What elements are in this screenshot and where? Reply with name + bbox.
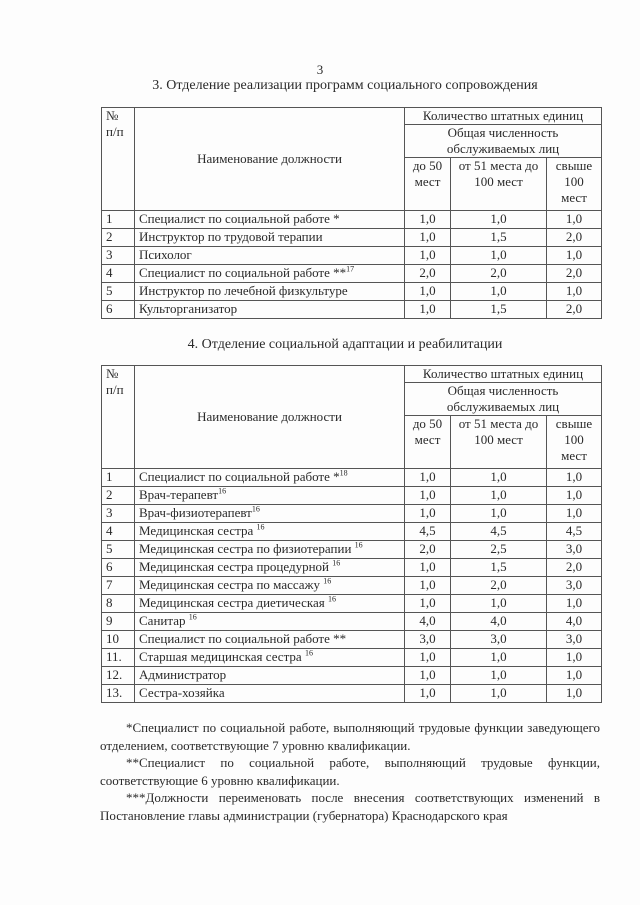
position-footnote-ref: 17 — [346, 264, 355, 274]
table-row — [102, 595, 602, 613]
table-row — [102, 229, 602, 247]
section-4-staff-table — [101, 365, 602, 703]
position-footnote-ref: 16 — [323, 576, 332, 586]
header-total: Общая численность обслуживаемых лиц — [405, 125, 602, 158]
position-name: Инструктор по лечебной физкультуре — [139, 283, 348, 298]
value-over-100: 1,0 — [547, 649, 602, 667]
value-over-100: 2,0 — [547, 559, 602, 577]
value-51-to-100: 1,0 — [451, 505, 547, 523]
table-row — [102, 487, 602, 505]
header-units: Количество штатных единиц — [405, 366, 602, 383]
table-row — [102, 559, 602, 577]
position-name: Психолог — [139, 247, 192, 262]
table-row — [102, 523, 602, 541]
position-name: Санитар — [139, 613, 189, 628]
footnotes — [100, 719, 600, 824]
row-num: 9 — [102, 613, 135, 631]
position-name: Медицинская сестра по массажу — [139, 577, 324, 592]
header-name: Наименование должности — [135, 366, 405, 469]
value-over-100: 1,0 — [547, 685, 602, 703]
row-num: 4 — [102, 265, 135, 283]
value-51-to-100: 2,0 — [451, 265, 547, 283]
header-c1: до 50 мест — [405, 158, 451, 211]
header-c3: свыше 100 мест — [547, 158, 602, 211]
value-51-to-100: 1,0 — [451, 469, 547, 487]
row-position — [135, 265, 405, 283]
value-over-100: 1,0 — [547, 247, 602, 265]
position-name: Инструктор по трудовой терапии — [139, 229, 323, 244]
value-over-100: 1,0 — [547, 487, 602, 505]
value-51-to-100: 2,0 — [451, 577, 547, 595]
value-up-to-50: 4,0 — [405, 613, 451, 631]
table-row — [102, 613, 602, 631]
position-name: Медицинская сестра по физиотерапии — [139, 541, 355, 556]
position-name: Медицинская сестра — [139, 523, 257, 538]
position-name: Культорганизатор — [139, 301, 238, 316]
section-3-title: 3. Отделение реализации программ социального сопровождения — [152, 78, 538, 93]
section-3-staff-table — [101, 107, 602, 319]
row-position — [135, 505, 405, 523]
value-over-100: 3,0 — [547, 631, 602, 649]
header-c2: от 51 места до 100 мест — [451, 158, 547, 211]
row-num: 2 — [102, 487, 135, 505]
value-over-100: 4,0 — [547, 613, 602, 631]
value-51-to-100: 4,0 — [451, 613, 547, 631]
row-num: 5 — [102, 283, 135, 301]
value-over-100: 4,5 — [547, 523, 602, 541]
value-51-to-100: 1,0 — [451, 247, 547, 265]
header-c3: свыше 100 мест — [547, 416, 602, 469]
table-row — [102, 649, 602, 667]
position-name: Медицинская сестра диетическая — [139, 595, 328, 610]
value-up-to-50: 1,0 — [405, 211, 451, 229]
row-position — [135, 559, 405, 577]
row-num: 7 — [102, 577, 135, 595]
row-num: 4 — [102, 523, 135, 541]
value-up-to-50: 2,0 — [405, 265, 451, 283]
value-51-to-100: 1,0 — [451, 667, 547, 685]
table-row — [102, 247, 602, 265]
table-row — [102, 265, 602, 283]
row-position — [135, 649, 405, 667]
header-num: № п/п — [102, 366, 135, 469]
value-51-to-100: 4,5 — [451, 523, 547, 541]
section-4-title: 4. Отделение социальной адаптации и реабилитации — [187, 337, 503, 352]
table-row — [102, 541, 602, 559]
row-position — [135, 229, 405, 247]
value-up-to-50: 1,0 — [405, 301, 451, 319]
position-name: Специалист по социальной работе * — [139, 469, 340, 484]
value-over-100: 1,0 — [547, 283, 602, 301]
value-51-to-100: 1,0 — [451, 487, 547, 505]
position-footnote-ref: 16 — [256, 522, 265, 532]
position-name: Медицинская сестра процедурной — [139, 559, 333, 574]
row-position — [135, 631, 405, 649]
row-num: 3 — [102, 505, 135, 523]
value-up-to-50: 1,0 — [405, 595, 451, 613]
position-name: Специалист по социальной работе ** — [139, 265, 347, 280]
value-51-to-100: 1,0 — [451, 283, 547, 301]
value-over-100: 2,0 — [547, 265, 602, 283]
row-num: 12. — [102, 667, 135, 685]
footnote-3: ***Должности переименовать после внесения соответствующих изменений в Постановление главы администрации (губернатора) Краснодарского края — [100, 790, 600, 823]
value-51-to-100: 2,5 — [451, 541, 547, 559]
position-name: Сестра-хозяйка — [139, 685, 225, 700]
header-c1: до 50 мест — [405, 416, 451, 469]
row-num: 6 — [102, 559, 135, 577]
value-up-to-50: 1,0 — [405, 469, 451, 487]
value-up-to-50: 1,0 — [405, 649, 451, 667]
table-row — [102, 631, 602, 649]
position-name: Специалист по социальной работе ** — [139, 631, 347, 646]
table-row — [102, 577, 602, 595]
row-num: 13. — [102, 685, 135, 703]
table-row — [102, 667, 602, 685]
row-position — [135, 613, 405, 631]
table-row — [102, 505, 602, 523]
row-num: 11. — [102, 649, 135, 667]
value-up-to-50: 1,0 — [405, 283, 451, 301]
header-num: № п/п — [102, 108, 135, 211]
value-over-100: 1,0 — [547, 667, 602, 685]
row-position — [135, 685, 405, 703]
position-footnote-ref: 16 — [188, 612, 197, 622]
row-position — [135, 469, 405, 487]
value-up-to-50: 1,0 — [405, 505, 451, 523]
position-footnote-ref: 16 — [327, 594, 336, 604]
position-footnote-ref: 16 — [251, 504, 260, 514]
row-position — [135, 523, 405, 541]
value-up-to-50: 1,0 — [405, 487, 451, 505]
value-51-to-100: 1,0 — [451, 649, 547, 667]
row-num: 8 — [102, 595, 135, 613]
value-up-to-50: 1,0 — [405, 577, 451, 595]
value-51-to-100: 1,5 — [451, 229, 547, 247]
header-name: Наименование должности — [135, 108, 405, 211]
row-position — [135, 487, 405, 505]
value-up-to-50: 4,5 — [405, 523, 451, 541]
value-up-to-50: 1,0 — [405, 229, 451, 247]
row-num: 10 — [102, 631, 135, 649]
value-over-100: 2,0 — [547, 301, 602, 319]
footnote-1: *Специалист по социальной работе, выполняющий трудовые функции заведующего отделением, соответствующие 7 уровню квалификации. — [100, 720, 600, 753]
value-over-100: 3,0 — [547, 577, 602, 595]
row-position — [135, 283, 405, 301]
position-name: Старшая медицинская сестра — [139, 649, 305, 664]
row-position — [135, 595, 405, 613]
position-footnote-ref: 18 — [339, 468, 348, 478]
position-name: Администратор — [139, 667, 227, 682]
value-over-100: 1,0 — [547, 595, 602, 613]
value-over-100: 1,0 — [547, 505, 602, 523]
row-num: 3 — [102, 247, 135, 265]
table-row — [102, 283, 602, 301]
table-row — [102, 301, 602, 319]
row-position — [135, 247, 405, 265]
table-row — [102, 685, 602, 703]
value-up-to-50: 1,0 — [405, 247, 451, 265]
table-row — [102, 211, 602, 229]
header-total: Общая численность обслуживаемых лиц — [405, 383, 602, 416]
value-51-to-100: 3,0 — [451, 631, 547, 649]
header-row — [102, 108, 602, 125]
footnote-2: **Специалист по социальной работе, выполняющий трудовые функции, соответствующие 6 уровню квалификации. — [100, 755, 600, 788]
value-up-to-50: 1,0 — [405, 685, 451, 703]
row-position — [135, 667, 405, 685]
table-row — [102, 469, 602, 487]
position-footnote-ref: 16 — [218, 486, 227, 496]
row-position — [135, 211, 405, 229]
row-num: 5 — [102, 541, 135, 559]
row-position — [135, 301, 405, 319]
value-51-to-100: 1,0 — [451, 595, 547, 613]
value-over-100: 1,0 — [547, 469, 602, 487]
value-51-to-100: 1,5 — [451, 559, 547, 577]
position-footnote-ref: 16 — [332, 558, 341, 568]
position-name: Врач-физиотерапевт — [139, 505, 252, 520]
row-num: 2 — [102, 229, 135, 247]
value-up-to-50: 1,0 — [405, 667, 451, 685]
value-up-to-50: 1,0 — [405, 559, 451, 577]
page-number: 3 — [316, 62, 324, 77]
header-row — [102, 366, 602, 383]
row-num: 1 — [102, 469, 135, 487]
row-num: 6 — [102, 301, 135, 319]
position-name: Врач-терапевт — [139, 487, 219, 502]
header-c2: от 51 места до 100 мест — [451, 416, 547, 469]
value-51-to-100: 1,0 — [451, 685, 547, 703]
value-over-100: 3,0 — [547, 541, 602, 559]
position-footnote-ref: 16 — [304, 648, 313, 658]
value-up-to-50: 3,0 — [405, 631, 451, 649]
position-name: Специалист по социальной работе * — [139, 211, 340, 226]
value-over-100: 1,0 — [547, 211, 602, 229]
value-over-100: 2,0 — [547, 229, 602, 247]
header-units: Количество штатных единиц — [405, 108, 602, 125]
value-up-to-50: 2,0 — [405, 541, 451, 559]
row-position — [135, 577, 405, 595]
value-51-to-100: 1,0 — [451, 211, 547, 229]
value-51-to-100: 1,5 — [451, 301, 547, 319]
position-footnote-ref: 16 — [354, 540, 363, 550]
row-num: 1 — [102, 211, 135, 229]
row-position — [135, 541, 405, 559]
